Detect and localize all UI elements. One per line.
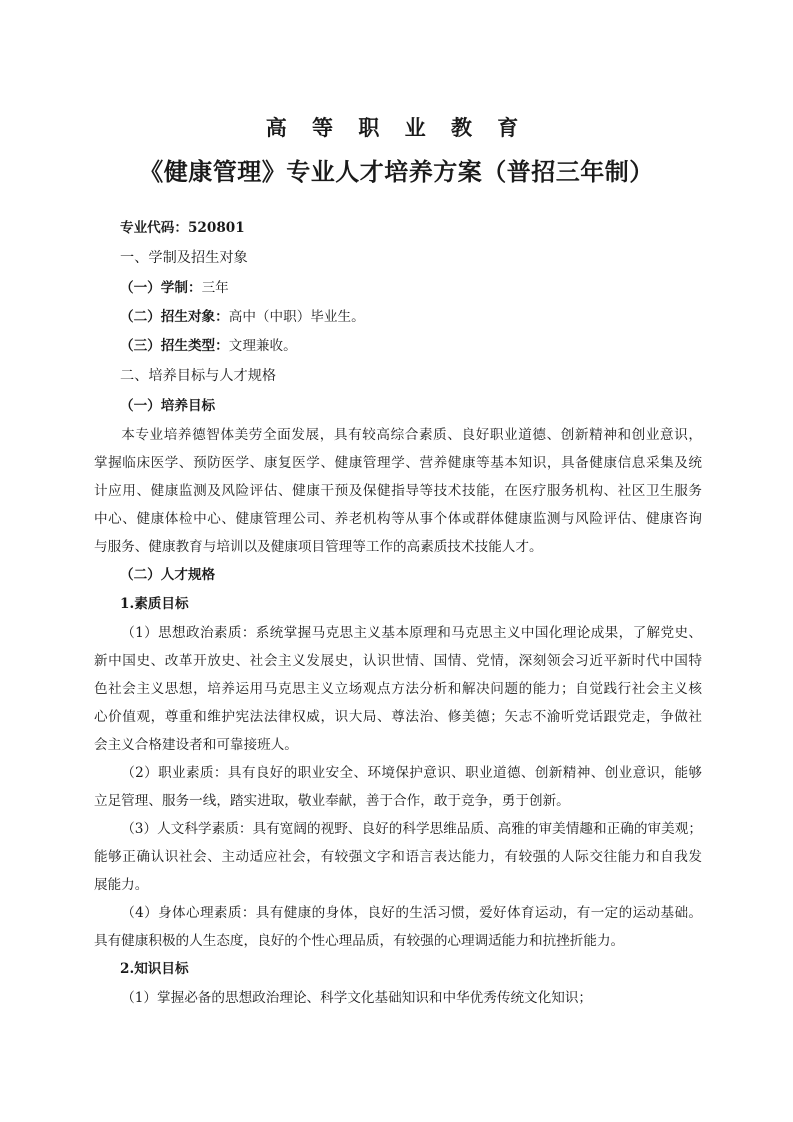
- section1-item-duration: [94, 274, 702, 303]
- item-value: 高中（中职）毕业生。: [228, 309, 365, 325]
- item-value: 三年: [201, 280, 229, 296]
- item-value: 文理兼收。: [228, 338, 297, 354]
- text-line: （3）人文科学素质：具有宽阔的视野、良好的科学思维品质、高雅的审美情趣和正确的审美观；: [121, 821, 702, 837]
- text-line: 具有健康积极的人生态度，良好的个性心理品质，有较强的心理调适能力和抗挫折能力。: [94, 933, 625, 949]
- knowledge-paragraph: [94, 984, 702, 1012]
- text-line: 与服务、健康教育与培训以及健康项目管理等工作的高素质技术技能人才。: [94, 539, 543, 555]
- item-label: （一）学制：: [120, 280, 202, 296]
- section1-item-target: [94, 303, 702, 332]
- knowledge-heading: 2.知识目标: [120, 961, 189, 977]
- quality-paragraph-3: [94, 815, 702, 899]
- spec-heading: （二）人才规格: [120, 567, 216, 583]
- text-line: 展能力。: [94, 877, 149, 893]
- document-title: 高 等 职 业 教 育: [265, 115, 528, 140]
- quality-paragraph-1: [94, 619, 702, 759]
- goal-paragraph: [94, 421, 702, 561]
- section1-heading: 一、学制及招生对象: [120, 250, 248, 266]
- text-line: （2）职业素质：具有良好的职业安全、环境保护意识、职业道德、创新精神、创业意识，能够: [121, 765, 702, 781]
- item-label: （三）招生类型：: [120, 338, 229, 354]
- text-line: （4）身体心理素质：具有健康的身体，良好的生活习惯，爱好体育运动，有一定的运动基础。: [121, 905, 702, 921]
- item-label: （二）招生对象：: [120, 309, 229, 325]
- document-body: [94, 214, 702, 1012]
- text-line: 本专业培养德智体美劳全面发展，具有较高综合素质、良好职业道德、创新精神和创业意识，: [121, 427, 702, 443]
- quality-heading: 1.素质目标: [120, 596, 189, 612]
- text-line: （1）思想政治素质：系统掌握马克思主义基本原理和马克思主义中国化理论成果，了解党史、: [121, 625, 702, 641]
- text-line: 心价值观，尊重和维护宪法法律权威，识大局、尊法治、修美德；矢志不渝听党话跟党走，争做社: [94, 709, 702, 725]
- text-line: 掌握临床医学、预防医学、康复医学、健康管理学、营养健康等基本知识，具备健康信息采集及统: [94, 455, 702, 471]
- text-line: 计应用、健康监测及风险评估、健康干预及保健指导等技术技能，在医疗服务机构、社区卫生服务: [94, 483, 702, 499]
- text-line: （1）掌握必备的思想政治理论、科学文化基础知识和中华优秀传统文化知识；: [121, 990, 593, 1006]
- section2-heading: 二、培养目标与人才规格: [120, 368, 277, 384]
- text-line: 会主义合格建设者和可靠接班人。: [94, 737, 298, 753]
- major-code: [94, 214, 702, 243]
- major-code-value: 520801: [187, 220, 245, 236]
- section1-item-type: [94, 332, 702, 361]
- document-subtitle: 《健康管理》专业人才培养方案（普招三年制）: [139, 157, 654, 186]
- text-line: 色社会主义思想，培养运用马克思主义立场观点方法分析和解决问题的能力；自觉践行社会主义核: [94, 681, 702, 697]
- text-line: 能够正确认识社会、主动适应社会，有较强文字和语言表达能力，有较强的人际交往能力和自我发: [94, 849, 702, 865]
- goal-heading: （一）培养目标: [120, 398, 216, 414]
- quality-paragraph-4: [94, 899, 702, 955]
- quality-paragraph-2: [94, 759, 702, 815]
- text-line: 立足管理、服务一线，踏实进取，敬业奉献，善于合作，敢于竞争，勇于创新。: [94, 793, 570, 809]
- text-line: 新中国史、改革开放史、社会主义发展史，认识世情、国情、党情，深刻领会习近平新时代中国特: [94, 653, 702, 669]
- major-code-label: 专业代码：: [120, 220, 188, 236]
- text-line: 中心、健康体检中心、健康管理公司、养老机构等从事个体或群体健康监测与风险评估、健康咨询: [94, 511, 702, 527]
